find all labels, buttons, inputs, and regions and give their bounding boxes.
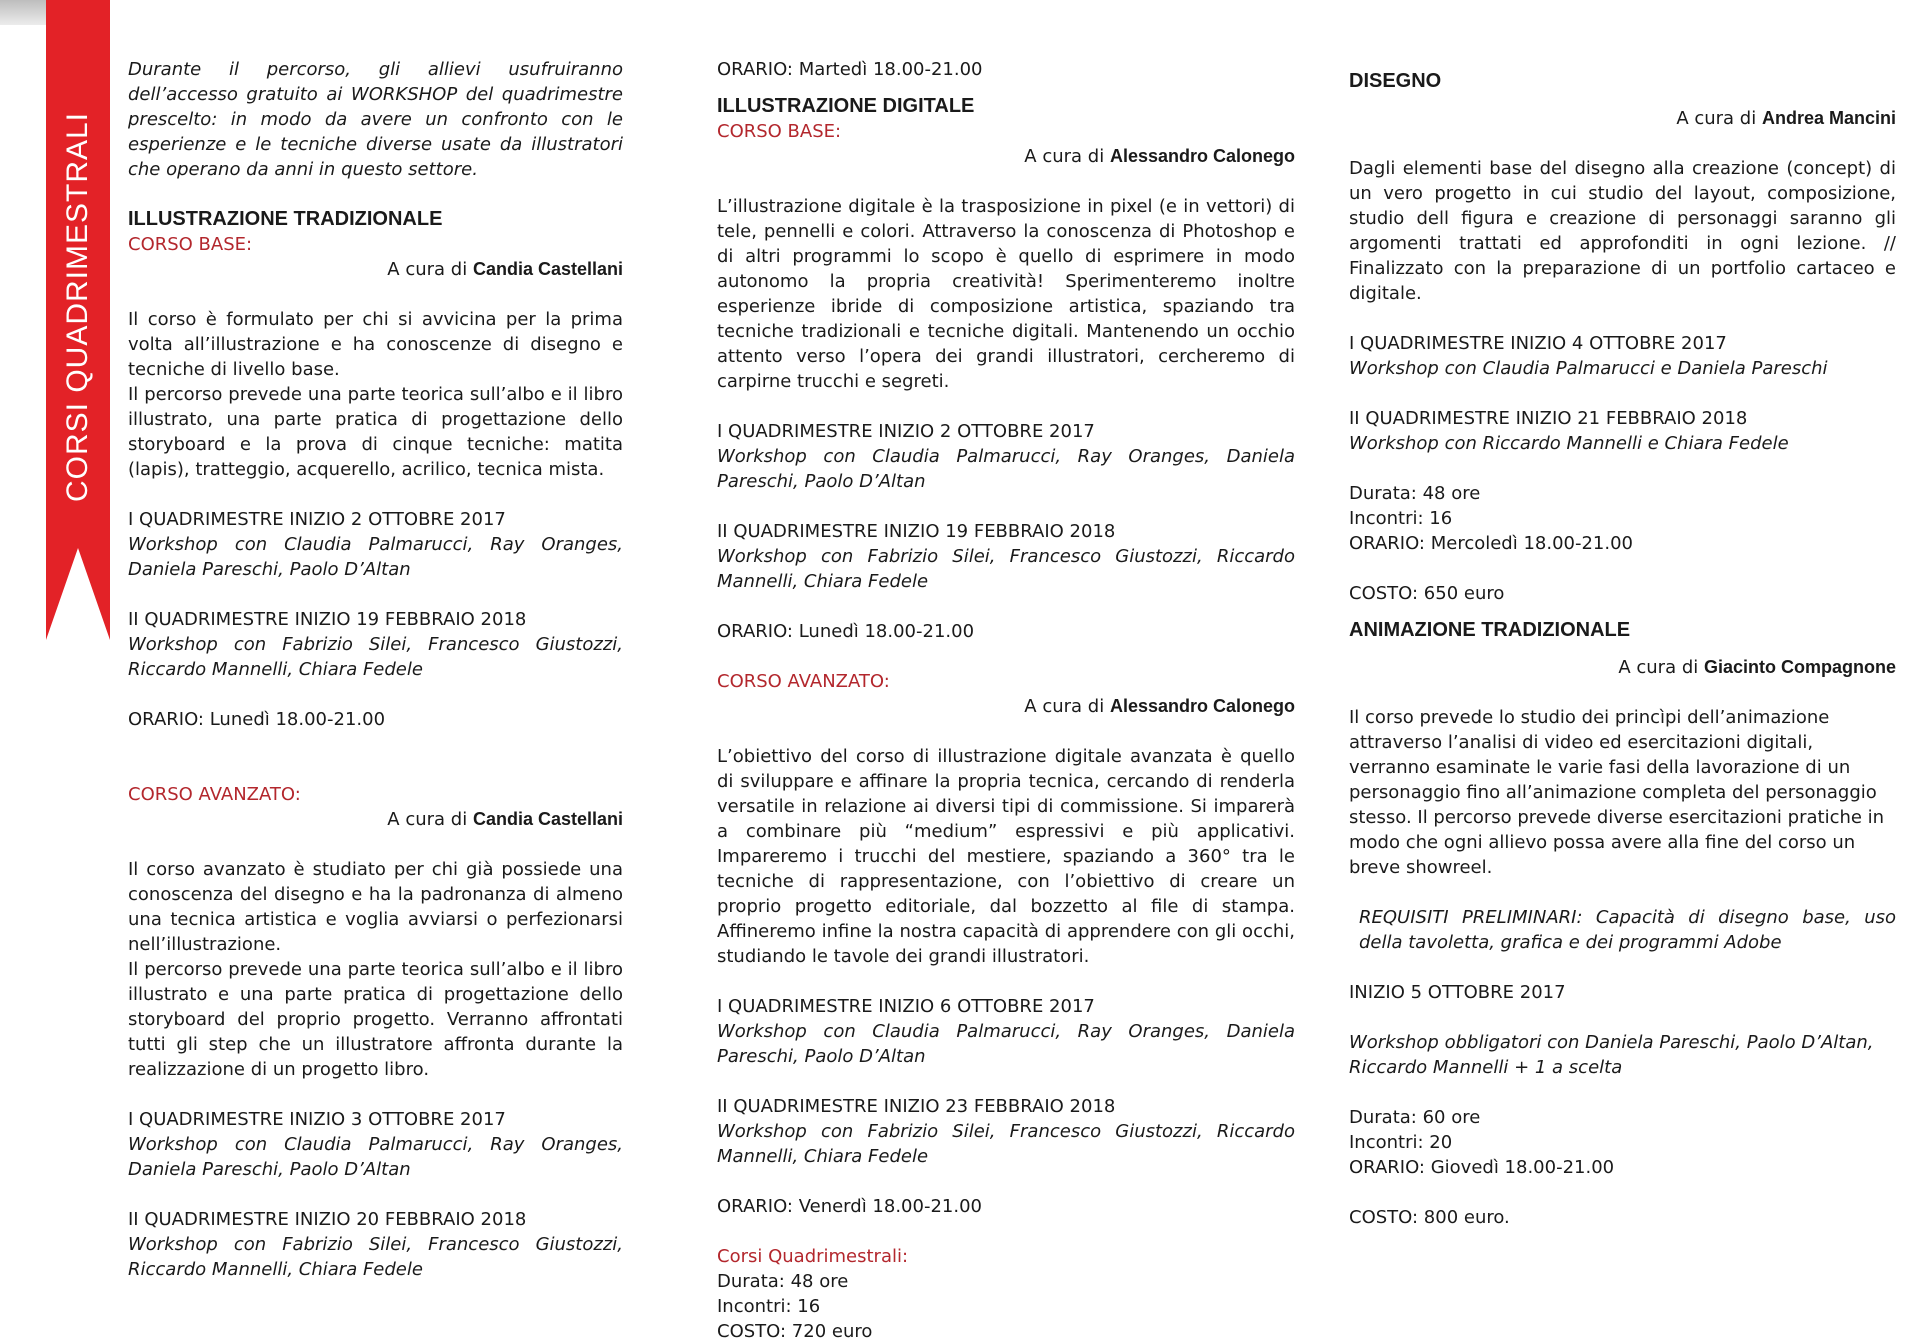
course-description: L’obiettivo del corso di illustrazione digitale avanzata è quello di sviluppare e affinare la propria tecnica, cercando di renderla versatile in relazione ai diversi tipi di commissione. Si imparerà a combinare più “medium” espressivi e più applicativi. Impareremo i trucchi del mestiere, spaziando a 360° tra le tecniche di rappresentazione, con l’obiettivo di creare un proprio progetto editoriale, dal bozzetto al file di stampa. Affineremo infine la nostra capacità di apprendere con gli occhi, studiando le tavole dei grandi illustratori. (717, 746, 1295, 967)
section-heading: ANIMAZIONE TRADIZIONALE (1349, 619, 1631, 641)
instructor-line (1349, 106, 1896, 131)
workshop-list: Workshop con Fabrizio Silei, Francesco Giustozzi, Riccardo Mannelli, Chiara Fedele (128, 1234, 623, 1280)
cost: COSTO: 650 euro (1349, 583, 1505, 604)
schedule: ORARIO: Lunedì 18.00-21.00 (128, 709, 386, 730)
course-description: personaggio fino all’animazione completa del personaggio stesso. Il percorso prevede diverse esercitazioni pratiche in modo che ogni allievo possa avere alla fine del corso un breve showreel. (1349, 782, 1885, 878)
duration: Durata: 48 ore (1349, 483, 1481, 504)
workshop-list: Workshop con Fabrizio Silei, Francesco Giustozzi, Riccardo Mannelli, Chiara Fedele (128, 634, 623, 680)
section-heading: DISEGNO (1349, 70, 1442, 92)
workshop-list: Workshop con Claudia Palmarucci, Ray Oranges, Daniela Pareschi, Paolo D’Altan (717, 446, 1295, 492)
duration: Durata: 60 ore (1349, 1107, 1481, 1128)
column-illustrazione-digitale (717, 57, 1295, 1344)
course-description: Il corso è formulato per chi si avvicina per la prima volta all’illustrazione e ha conoscenze di disegno e tecniche di livello base. (128, 309, 623, 380)
instructor-name: Alessandro Calonego (1109, 146, 1295, 166)
workshop-list: Workshop con Fabrizio Silei, Francesco Giustozzi, Riccardo Mannelli, Chiara Fedele (717, 546, 1295, 592)
course-description: Dagli elementi base del disegno alla creazione (concept) di un vero progetto in cui studio del layout, composizione, studio dell figura e creazione di personaggi saranno gli argomenti trattati ed approfonditi in ogni lezione. // Finalizzato con la preparazione di un portfolio cartaceo e digitale. (1349, 158, 1896, 304)
meetings: Incontri: 20 (1349, 1132, 1453, 1153)
column-disegno-animazione (1349, 57, 1896, 1230)
term-start: II QUADRIMESTRE INIZIO 19 FEBBRAIO 2018 (128, 609, 527, 630)
instructor-name: Andrea Mancini (1761, 108, 1896, 128)
course-description: Il corso prevede lo studio dei princìpi dell’animazione attraverso l’analisi di video ed esercitazioni digitali, verranno esaminate le varie fasi della lavorazione di un (1349, 707, 1851, 778)
course-level-label: CORSO BASE: (717, 121, 842, 142)
summary-label: Corsi Quadrimestrali: (717, 1246, 909, 1267)
term-start: I QUADRIMESTRE INIZIO 6 OTTOBRE 2017 (717, 996, 1095, 1017)
instructor-name: Alessandro Calonego (1109, 696, 1295, 716)
course-description: Il percorso prevede una parte teorica sull’albo e il libro illustrato, una parte pratica di progettazione dello storyboard e la prova di cinque tecniche: matita (lapis), tratteggio, acquerello, acrilico, tecnica mista. (128, 384, 623, 480)
course-level-label: CORSO BASE: (128, 234, 253, 255)
cost: COSTO: 800 euro. (1349, 1207, 1510, 1228)
workshop-list: Workshop con Fabrizio Silei, Francesco Giustozzi, Riccardo Mannelli, Chiara Fedele (717, 1121, 1295, 1167)
section-heading: ILLUSTRAZIONE TRADIZIONALE (128, 208, 443, 230)
instructor-prefix: A cura di (1024, 146, 1105, 167)
side-ribbon-label: CORSI QUADRIMESTRALI (61, 111, 94, 503)
schedule: ORARIO: Venerdì 18.00-21.00 (717, 1196, 982, 1217)
instructor-prefix: A cura di (1024, 696, 1105, 717)
instructor-line (1349, 655, 1896, 680)
intro-text: Durante il percorso, gli allievi usufruiranno dell’accesso gratuito ai WORKSHOP del quadrimestre prescelto: in modo da avere un confronto con le esperienze e le tecniche diverse usate da illustratori che operano da anni in questo settore. (128, 59, 623, 180)
instructor-name: Giacinto Compagnone (1703, 657, 1896, 677)
duration: Durata: 48 ore (717, 1271, 849, 1292)
course-description: Il percorso prevede una parte teorica sull’albo e il libro illustrato e una parte pratica di progettazione dello storyboard del proprio progetto. Verranno affrontati tutti gli step che un illustratore affronta durante la realizzazione di un progetto libro. (128, 959, 623, 1080)
cost: COSTO: 720 euro (717, 1321, 873, 1342)
instructor-prefix: A cura di (1676, 108, 1757, 129)
section-heading: ILLUSTRAZIONE DIGITALE (717, 95, 975, 117)
instructor-line (717, 144, 1295, 169)
term-start: I QUADRIMESTRE INIZIO 2 OTTOBRE 2017 (717, 421, 1095, 442)
schedule: ORARIO: Giovedì 18.00-21.00 (1349, 1157, 1615, 1178)
schedule: ORARIO: Mercoledì 18.00-21.00 (1349, 533, 1634, 554)
instructor-name: Candia Castellani (472, 809, 623, 829)
course-level-label: CORSO AVANZATO: (717, 671, 890, 692)
workshop-list: Workshop obbligatori con Daniela Pareschi, Paolo D’Altan, Riccardo Mannelli + 1 a scelta (1349, 1032, 1874, 1078)
term-start: II QUADRIMESTRE INIZIO 21 FEBBRAIO 2018 (1349, 408, 1748, 429)
meetings: Incontri: 16 (717, 1296, 821, 1317)
start-date: INIZIO 5 OTTOBRE 2017 (1349, 982, 1566, 1003)
instructor-name: Candia Castellani (472, 259, 623, 279)
instructor-prefix: A cura di (1618, 657, 1699, 678)
term-start: I QUADRIMESTRE INIZIO 2 OTTOBRE 2017 (128, 509, 506, 530)
term-start: I QUADRIMESTRE INIZIO 3 OTTOBRE 2017 (128, 1109, 506, 1130)
meetings: Incontri: 16 (1349, 508, 1453, 529)
workshop-list: Workshop con Claudia Palmarucci, Ray Oranges, Daniela Pareschi, Paolo D’Altan (128, 534, 623, 580)
instructor-line (128, 257, 623, 282)
term-start: II QUADRIMESTRE INIZIO 19 FEBBRAIO 2018 (717, 521, 1116, 542)
workshop-list: Workshop con Claudia Palmarucci, Ray Oranges, Daniela Pareschi, Paolo D’Altan (717, 1021, 1295, 1067)
term-start: II QUADRIMESTRE INIZIO 23 FEBBRAIO 2018 (717, 1096, 1116, 1117)
term-start: I QUADRIMESTRE INIZIO 4 OTTOBRE 2017 (1349, 333, 1727, 354)
workshop-list: Workshop con Claudia Palmarucci, Ray Oranges, Daniela Pareschi, Paolo D’Altan (128, 1134, 623, 1180)
workshop-list: Workshop con Riccardo Mannelli e Chiara Fedele (1349, 433, 1789, 454)
course-description: L’illustrazione digitale è la trasposizione in pixel (e in vettori) di tele, pennelli e colori. Attraverso la conoscenza di Photoshop e di altri programmi lo scopo è quello di esprimere in modo autonomo la propria creatività! Sperimenteremo inoltre esperienze ibride di composizione artistica, spaziando tra tecniche tradizionali e tecniche digitali. Mantenendo un occhio attento verso l’opera dei grandi illustratori, cercheremo di carpirne trucchi e segreti. (717, 196, 1295, 392)
instructor-line (128, 807, 623, 832)
workshop-list: Workshop con Claudia Palmarucci e Daniela Pareschi (1349, 358, 1828, 379)
term-start: II QUADRIMESTRE INIZIO 20 FEBBRAIO 2018 (128, 1209, 527, 1230)
schedule: ORARIO: Lunedì 18.00-21.00 (717, 621, 975, 642)
schedule: ORARIO: Martedì 18.00-21.00 (717, 59, 983, 80)
column-illustrazione-tradizionale (128, 57, 623, 1282)
course-description: Il corso avanzato è studiato per chi già possiede una conoscenza del disegno e ha la padronanza di almeno una tecnica artistica e voglia avviarsi o perfezionarsi nell’illustrazione. (128, 859, 623, 955)
instructor-prefix: A cura di (387, 259, 468, 280)
instructor-prefix: A cura di (387, 809, 468, 830)
instructor-line (717, 694, 1295, 719)
requirements: REQUISITI PRELIMINARI: Capacità di disegno base, uso della tavoletta, grafica e dei programmi Adobe (1359, 907, 1896, 953)
course-level-label: CORSO AVANZATO: (128, 784, 301, 805)
